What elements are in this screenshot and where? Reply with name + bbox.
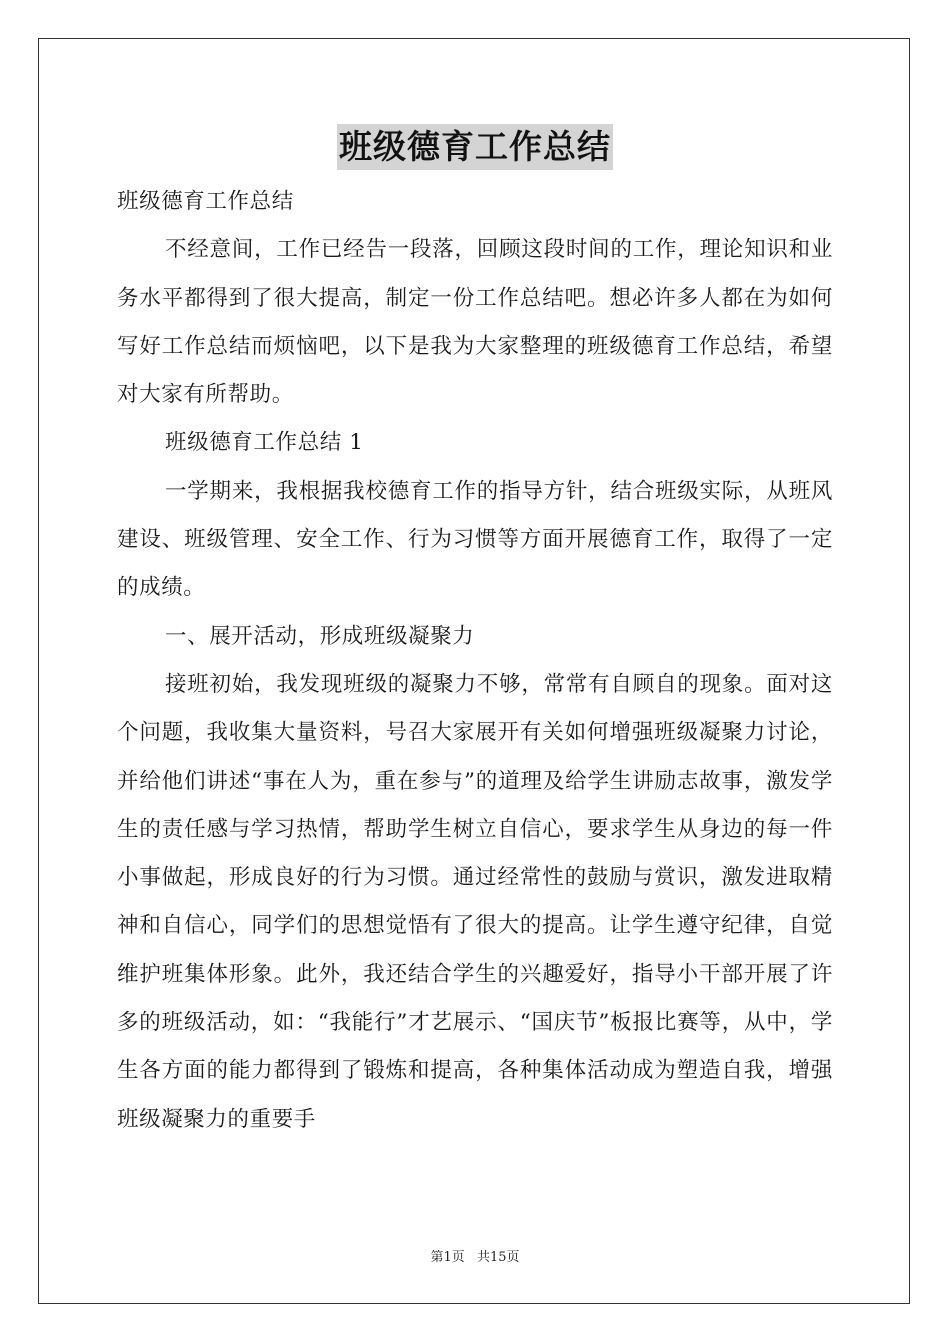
paragraph-activities: 接班初始，我发现班级的凝聚力不够，常常有自顾自的现象。面对这个问题，我收集大量资料，号召大家展开有关如何增强班级凝聚力讨论，并给他们讲述“事在人为，重在参与”的道理及给学生讲励志故事，激发学生的责任感与学习热情，帮助学生树立自信心，要求学生从身边的每一件小事做起，形成良好的行为习惯。通过经常性的鼓励与赏识，激发进取精神和自信心，同学们的思想觉悟有了很大的提高。让学生遵守纪律，自觉维护班集体形象。此外，我还结合学生的兴趣爱好，指导小干部开展了许多的班级活动，如：“我能行”才艺展示、“国庆节”板报比赛等，从中，学生各方面的能力都得到了锻炼和提高，各种集体活动成为塑造自我，增强班级凝聚力的重要手 — [117, 671, 833, 1132]
document-body — [117, 178, 833, 1144]
page-total: 共15页 — [476, 1250, 520, 1265]
section-heading-activities: 一、展开活动，形成班级凝聚力 — [165, 623, 475, 649]
paragraph-intro: 不经意间，工作已经告一段落，回顾这段时间的工作，理论知识和业务水平都得到了很大提高，制定一份工作总结吧。想必许多人都在为如何写好工作总结而烦恼吧，以下是我为大家整理的班级德育工作总结，希望对大家有所帮助。 — [117, 237, 833, 408]
page-footer — [0, 1246, 950, 1265]
page-number: 第1页 — [430, 1250, 465, 1265]
paragraph-subtitle: 班级德育工作总结 — [117, 189, 294, 214]
document-title: 班级德育工作总结 — [337, 124, 613, 170]
section-heading-summary-1: 班级德育工作总结 1 — [165, 430, 364, 456]
paragraph-overview: 一学期来，我根据我校德育工作的指导方针，结合班级实际，从班风建设、班级管理、安全工作、行为习惯等方面开展德育工作，取得了一定的成绩。 — [117, 478, 833, 601]
document-title-heading — [0, 124, 950, 170]
